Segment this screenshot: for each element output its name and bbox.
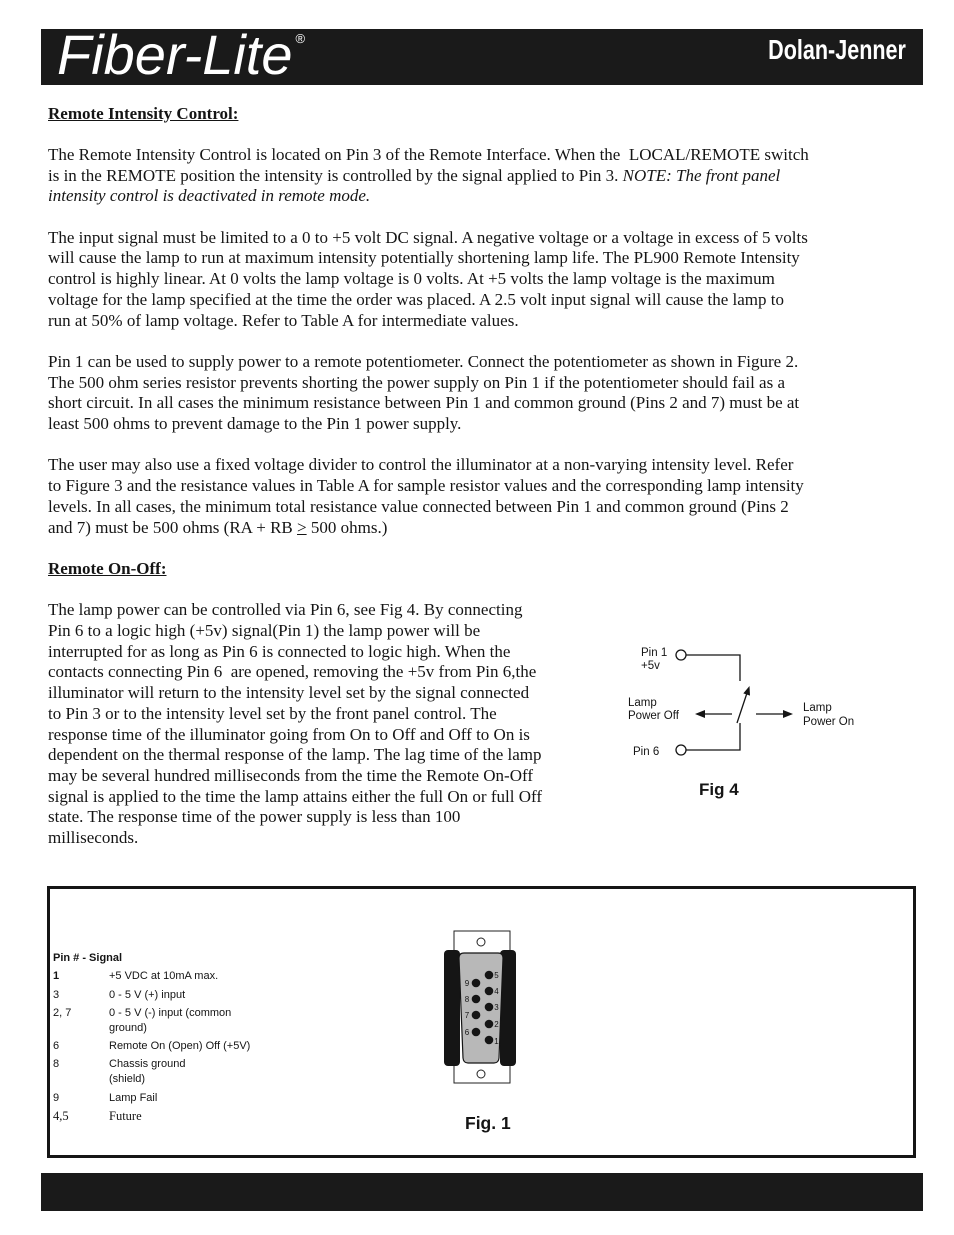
company-name: Dolan-Jenner (768, 34, 906, 65)
pin-dot (485, 987, 494, 996)
brand-logo (57, 23, 306, 86)
remote-on-off-heading: Remote On-Off: (48, 558, 167, 578)
switch-blade (737, 693, 747, 723)
text-line: state. The response time of the power supply is less than 100 (48, 807, 461, 827)
fig1-connector-diagram (435, 925, 535, 1137)
pin-label: 6 (464, 1028, 470, 1037)
switch-arrowhead (743, 686, 750, 696)
registered-mark: ® (295, 31, 306, 46)
pin-signal (109, 1057, 185, 1087)
pin-signal (109, 969, 218, 984)
greater-equal-symbol: > (297, 517, 307, 537)
fig4-diagram (620, 635, 870, 805)
text-line: dependent on the thermal response of the lamp. The lag time of the lamp (48, 745, 542, 765)
text-line: The lamp power can be controlled via Pin 6, see Fig 4. By connecting (48, 600, 523, 620)
pin-signal (109, 1109, 142, 1124)
mounting-hole-top (477, 938, 485, 946)
pin-signal-line: 0 - 5 V (+) input (109, 988, 186, 1001)
pin-dot (472, 1011, 481, 1020)
pin-dot (472, 979, 481, 988)
footer-bar (41, 1173, 923, 1211)
pin-dot (485, 1036, 494, 1045)
pin-number: 9 (53, 1091, 60, 1104)
power-off-label-line1: Lamp (628, 697, 657, 709)
text-line: Pin 6 to a logic high (+5v) signal(Pin 1) the lamp power will be (48, 621, 481, 641)
pin-number: 1 (53, 969, 60, 982)
remote-intensity-paragraph-4 (48, 455, 928, 538)
pin-number: 6 (53, 1039, 60, 1052)
shell-band-left (444, 950, 460, 1066)
pin-number: 4,5 (53, 1108, 69, 1123)
remote-intensity-heading: Remote Intensity Control: (48, 103, 239, 123)
note-text-line: intensity control is deactivated in remote mode. (48, 186, 371, 206)
mounting-hole-bottom (477, 1070, 485, 1078)
pin-label: 4 (494, 987, 499, 996)
pin-dot (485, 1003, 494, 1012)
pin-label: 1 (494, 1037, 499, 1046)
text-line: The user may also use a fixed voltage divider to control the illuminator at a non-varying intensity level. Refer (48, 455, 794, 475)
text-segment: is in the REMOTE position the intensity is controlled by the signal applied to Pin 3. (48, 165, 623, 185)
pin-label: 3 (494, 1003, 499, 1012)
text-line: to Figure 3 and the resistance values in Table A for sample resistor values and the corresponding lamp intensity (48, 476, 804, 496)
pin1-voltage-label: +5v (641, 660, 660, 672)
pin-signal-line: +5 VDC at 10mA max. (109, 969, 219, 982)
text-line: contacts connecting Pin 6 are opened, removing the +5v from Pin 6,the (48, 662, 537, 682)
pin1-label: Pin 1 (641, 647, 668, 659)
text-line: The input signal must be limited to a 0 to +5 volt DC signal. A negative voltage or a voltage in excess of 5 volts (48, 227, 808, 247)
text-line: milliseconds. (48, 828, 139, 848)
pin1-wire (686, 655, 740, 681)
brand-name: Fiber-Lite (57, 23, 293, 86)
text-line: short circuit. In all cases the minimum resistance between Pin 1 and common ground (Pins 2 and 7) must be at (48, 393, 800, 413)
pin-signal (109, 1039, 250, 1054)
text-line: Pin 1 can be used to supply power to a remote potentiometer. Connect the potentiometer as shown in Figure 2. (48, 351, 799, 371)
text-line: run at 50% of lamp voltage. Refer to Table A for intermediate values. (48, 310, 519, 330)
pin-label: 2 (494, 1020, 499, 1029)
pin-signal-line: Remote On (Open) Off (+5V) (109, 1039, 251, 1052)
pin-signal-line: 0 - 5 V (-) input (common (109, 1006, 232, 1019)
pin-dot (485, 971, 494, 980)
pin-label: 9 (464, 979, 470, 988)
text-line: least 500 ohms to prevent damage to the Pin 1 power supply. (48, 414, 462, 434)
pin6-terminal (676, 745, 686, 755)
remote-intensity-paragraph-1 (48, 145, 928, 207)
pin-signal-line: Lamp Fail (109, 1091, 158, 1104)
text-line: interrupted for as long as Pin 6 is connected to logic high. When the (48, 641, 511, 661)
pin-signal-line: (shield) (109, 1072, 146, 1085)
text-line (48, 518, 928, 539)
header-bar (41, 23, 923, 86)
power-on-label-line1: Lamp (803, 702, 832, 714)
pin6-label: Pin 6 (633, 746, 660, 758)
text-segment: 500 ohms.) (306, 517, 388, 537)
pin-table-header: Pin # - Signal (53, 951, 123, 964)
text-line: levels. In all cases, the minimum total resistance value connected between Pin 1 and common ground (Pins 2 (48, 496, 789, 516)
power-off-label-line2: Power Off (628, 710, 679, 722)
pin-label: 5 (494, 971, 499, 980)
power-on-arrowhead (783, 710, 793, 718)
pin-dot (472, 1028, 481, 1037)
text-line: to Pin 3 or to the intensity level set by the front panel control. The (48, 703, 497, 723)
power-on-label-line2: Power On (803, 716, 855, 728)
power-off-arrowhead (695, 710, 705, 718)
pin-number: 8 (53, 1057, 60, 1070)
pin-number: 2, 7 (53, 1006, 72, 1019)
text-line: The Remote Intensity Control is located on Pin 3 of the Remote Interface. When the LOCAL/REMOTE switch (48, 144, 809, 164)
note-text: NOTE: The front panel (622, 165, 781, 185)
pin-signal (109, 988, 185, 1003)
text-line: will cause the lamp to run at maximum intensity potentially shortening lamp life. The PL900 Remote Intensity (48, 248, 800, 268)
pin-signal-line: Future (109, 1108, 142, 1123)
fig1-caption: Fig. 1 (465, 1113, 511, 1133)
remote-intensity-paragraph-3 (48, 352, 928, 435)
pin-signal-line: ground) (109, 1021, 147, 1034)
text-line (48, 166, 928, 187)
text-line: illuminator will return to the intensity level set by the signal connected (48, 683, 530, 703)
fig4-caption: Fig 4 (699, 780, 739, 799)
remote-intensity-paragraph-2 (48, 228, 928, 332)
text-line: signal is applied to the time the lamp attains either the full On or full Off (48, 786, 542, 806)
text-line: may be several hundred milliseconds from the time the Remote On-Off (48, 766, 533, 785)
text-segment: and 7) must be 500 ohms (RA + RB (48, 517, 298, 537)
pin-label: 8 (464, 995, 470, 1004)
pin-signal (109, 1091, 157, 1106)
pin-signal (109, 1006, 231, 1036)
pin-dot (485, 1020, 494, 1029)
text-line: control is highly linear. At 0 volts the lamp voltage is 0 volts. At +5 volts the lamp voltage is the maximum (48, 269, 775, 289)
pin1-terminal (676, 650, 686, 660)
text-line: response time of the illuminator going from On to Off and Off to On is (48, 724, 530, 744)
text-line: voltage for the lamp specified at the time the order was placed. A 2.5 volt input signal will cause the lamp to (48, 289, 784, 309)
text-line: The 500 ohm series resistor prevents shorting the power supply on Pin 1 if the potentiometer should fail as a (48, 372, 786, 392)
pin-dot (472, 995, 481, 1004)
pin-signal-line: Chassis ground (109, 1057, 186, 1070)
pin-label: 7 (464, 1011, 470, 1020)
pin-number: 3 (53, 988, 60, 1001)
pin6-wire (686, 723, 740, 750)
